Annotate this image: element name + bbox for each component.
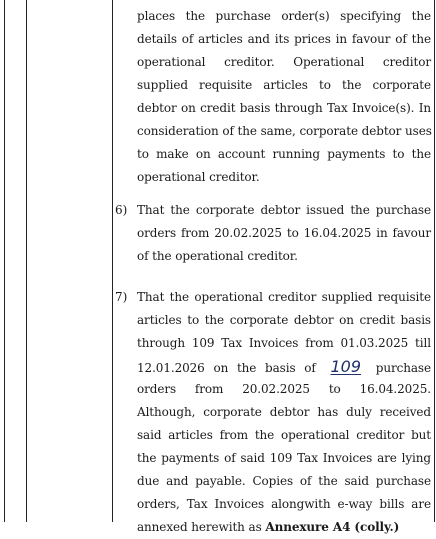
text-line: details of articles and its prices in favour of the [137,32,431,46]
text-line: places the purchase order(s) specifying the [137,9,431,23]
text-line: supplied requisite articles to the corporate [137,78,431,92]
text-line: debtor on credit basis through Tax Invoice(s). In [137,101,431,115]
text-line: Although, corporate debtor has duly received [137,405,431,419]
text-line: of the operational creditor. [137,249,298,263]
paragraph-number: 6) [115,203,128,217]
text-line-with-handwriting [137,355,431,378]
annexure-reference: Annexure A4 (colly.) [265,520,400,534]
text-line: through 109 Tax Invoices from 01.03.2025 till [137,336,431,350]
text-line: consideration of the same, corporate debtor uses [137,124,432,138]
text-line: due and payable. Copies of the said purchase [137,474,431,488]
text-line: operational creditor. [137,170,260,184]
text-line: That the corporate debtor issued the purchase [137,203,431,217]
text-line: orders, Tax Invoices alongwith e-way bills are [137,497,431,511]
text-line: orders from 20.02.2025 to 16.04.2025. [137,382,431,396]
table-border-left [4,0,5,522]
text-fragment: annexed herewith as [137,520,262,534]
text-fragment: purchase [375,361,431,375]
text-line: to make on account running payments to the [137,147,431,161]
text-fragment: 12.01.2026 on the basis of [137,361,316,375]
text-line: said articles from the operational creditor but [137,428,431,442]
paragraph-7 [137,286,431,539]
table-column-divider [112,0,113,522]
table-border-right [434,0,435,522]
text-line: articles to the corporate debtor on credit basis [137,313,431,327]
text-line: operational creditor. Operational creditor [137,55,431,69]
text-line: That the operational creditor supplied requisite [137,290,431,304]
text-line: the payments of said 109 Tax Invoices are lying [137,451,431,465]
text-line-annexure [137,516,431,539]
paragraph-continued [137,5,431,189]
paragraph-number: 7) [115,290,128,304]
paragraph-6 [137,199,431,268]
table-column-divider [26,0,27,522]
handwritten-number: 109 [330,357,362,376]
text-line: orders from 20.02.2025 to 16.04.2025 in favour [137,226,431,240]
